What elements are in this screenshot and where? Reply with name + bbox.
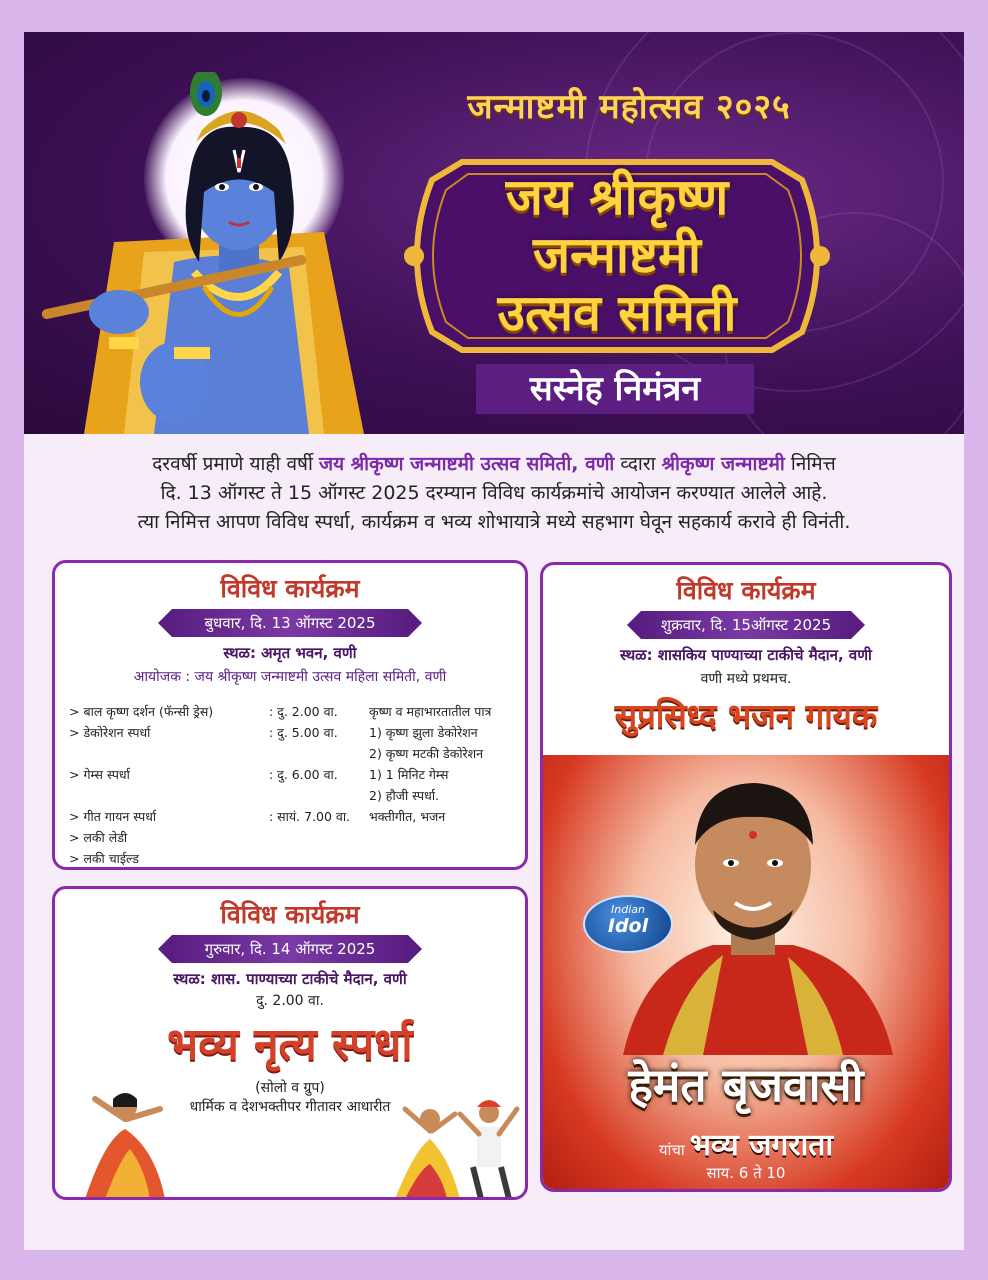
idol-logo-line-2: Idol — [607, 915, 649, 937]
intro-text-2: व्दारा — [614, 453, 662, 475]
date-ribbon: शुक्रवार, दि. 15ऑगस्ट 2025 — [641, 611, 851, 639]
card-title: विविध कार्यक्रम — [676, 576, 816, 605]
invitation-band — [476, 364, 754, 414]
program-card-day1 — [52, 560, 528, 870]
schedule-time: : दु. 6.00 वा. — [269, 767, 338, 782]
program-card-day3 — [540, 562, 952, 1192]
singer-heading: सुप्रसिध्द भजन गायक — [614, 696, 878, 735]
card-title: विविध कार्यक्रम — [220, 900, 360, 929]
idol-logo-line-1: Indian — [611, 903, 645, 916]
singer-name: हेमंत बृजवासी — [628, 1058, 864, 1112]
schedule-desc: कृष्ण व महाभारतातील पात्र — [369, 704, 492, 719]
schedule-desc: भक्तीगीत, भजन — [369, 809, 446, 824]
dancer-left-illustration — [65, 1079, 175, 1199]
schedule-event: > गेम्स स्पर्धा — [69, 767, 130, 782]
schedule-time: : दु. 5.00 वा. — [269, 725, 338, 740]
schedule-desc: 1) कृष्ण झुला डेकोरेशन — [369, 725, 478, 740]
intro-paragraph — [44, 450, 944, 537]
schedule-row — [69, 703, 528, 725]
schedule-row — [69, 808, 528, 830]
schedule-event: > गीत गायन स्पर्धा — [69, 809, 157, 824]
intro-line-2: दि. 13 ऑगस्ट ते 15 ऑगस्ट 2025 दरम्यान विविध कार्यक्रमांचे आयोजन करण्यात आलेले आहे. — [160, 482, 828, 504]
intro-text-1: दरवर्षी प्रमाणे याही वर्षी — [152, 453, 319, 475]
card-title: विविध कार्यक्रम — [220, 574, 360, 603]
program-line — [543, 1123, 949, 1164]
dancers-right-illustration — [385, 1079, 525, 1199]
schedule-desc: 2) कृष्ण मटकी डेकोरेशन — [369, 746, 484, 761]
schedule-row — [69, 766, 528, 788]
schedule-row — [69, 850, 528, 870]
first-time-note: वणी मध्ये प्रथमच. — [700, 671, 792, 687]
schedule-desc: 2) हौजी स्पर्धा. — [369, 788, 440, 803]
schedule-time: : सायं. 7.00 वा. — [269, 809, 351, 824]
date-ribbon: गुरुवार, दि. 14 ऑगस्ट 2025 — [172, 935, 408, 963]
samiti-line-3: उत्सव समिती — [497, 284, 737, 342]
schedule-row — [69, 724, 528, 746]
indian-idol-logo — [583, 895, 673, 953]
samiti-name — [424, 168, 810, 342]
invitation-heading: सस्नेह निमंत्रन — [529, 369, 701, 409]
program-name: भव्य जगराता — [689, 1128, 834, 1163]
krishna-illustration — [24, 72, 404, 434]
organizer: आयोजक : जय श्रीकृष्ण जन्माष्टमी उत्सव महिला समिती, वणी — [133, 669, 447, 685]
schedule-time: : दु. 2.00 वा. — [269, 704, 338, 719]
schedule-event: > लकी चाईल्ड — [69, 851, 139, 866]
intro-line-3: त्या निमित्त आपण विविध स्पर्धा, कार्यक्रम व भव्य शोभायात्रे मध्ये सहभाग घेवून सहकार्य करावे ही विनंती. — [137, 511, 851, 533]
festival-title: जन्माष्टमी महोत्सव २०२५ — [467, 87, 791, 127]
samiti-line-1: जय श्रीकृष्ण — [505, 168, 729, 226]
intro-highlight-1: जय श्रीकृष्ण जन्माष्टमी उत्सव समिती, वणी — [318, 453, 615, 475]
intro-line-1 — [44, 450, 944, 479]
samiti-line-2: जन्माष्टमी — [533, 226, 701, 284]
category: (सोलो व ग्रुप) — [255, 1080, 325, 1096]
program-card-day2 — [52, 886, 528, 1200]
intro-text-3: निमित्त — [784, 453, 836, 475]
dance-competition-title: भव्य नृत्य स्पर्धा — [167, 1019, 413, 1070]
schedule-desc: 1) 1 मिनिट गेम्स — [369, 767, 449, 782]
venue: स्थळ: शास. पाण्याच्या टाकीचे मैदान, वणी — [173, 970, 407, 988]
venue: स्थळ: शासकिय पाण्याच्या टाकीचे मैदान, वणी — [620, 646, 872, 664]
program-timing: साय. 6 ते 10 — [706, 1164, 786, 1182]
schedule-event: > लकी लेडी — [69, 830, 128, 845]
event-time: दु. 2.00 वा. — [256, 993, 324, 1009]
schedule-event: > डेकोरेशन स्पर्धा — [69, 725, 151, 740]
date-ribbon: बुधवार, दि. 13 ऑगस्ट 2025 — [172, 609, 408, 637]
schedule-row — [69, 745, 528, 767]
header-banner — [24, 32, 964, 434]
venue: स्थळ: अमृत भवन, वणी — [223, 644, 357, 662]
intro-highlight-2: श्रीकृष्ण जन्माष्टमी — [661, 453, 785, 475]
schedule-row — [69, 787, 528, 809]
invitation-poster — [24, 32, 964, 1250]
yancha-label: यांचा — [658, 1141, 685, 1159]
theme: धार्मिक व देशभक्तीपर गीतावर आधारीत — [189, 1099, 391, 1115]
schedule-event: > बाल कृष्ण दर्शन (फॅन्सी ड्रेस) — [69, 704, 214, 719]
schedule-row — [69, 829, 528, 851]
